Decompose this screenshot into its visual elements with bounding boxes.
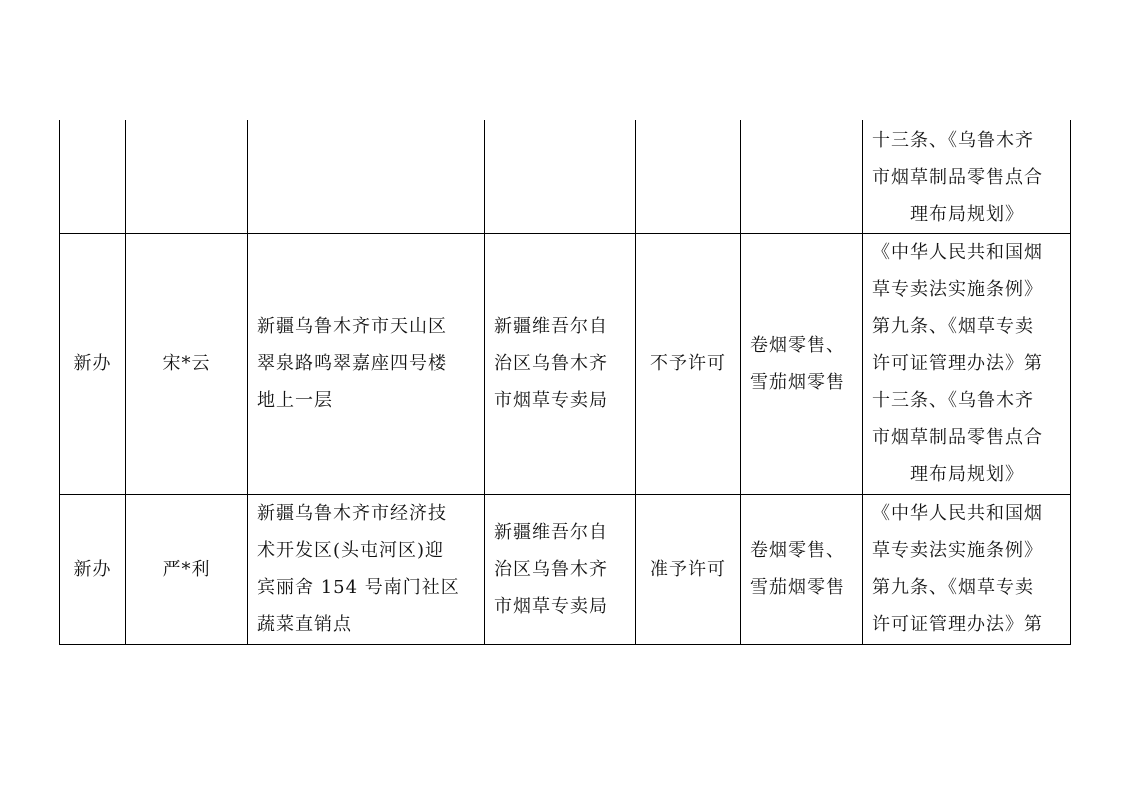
address-line: 新疆乌鲁木齐市经济技 [257,503,447,524]
authority-line: 新疆维吾尔自 [494,521,608,543]
scope-line: 卷烟零售、 [750,540,845,561]
scope-text [741,327,862,401]
type-cell [60,120,126,233]
authority-cell [485,120,636,233]
basis-line: 《中华人民共和国烟 [872,502,1043,524]
basis-line: 市烟草制品零售点合 [872,166,1043,188]
name-cell [126,494,248,644]
name-cell [126,233,248,494]
address-line: 地上一层 [257,390,333,411]
decision-cell [636,233,741,494]
basis-cell [863,494,1071,644]
address-cell [248,120,485,233]
address-cell [248,494,485,644]
address-line: 翠泉路鸣翠嘉座四号楼 [257,353,447,374]
authority-line: 治区乌鲁木齐 [494,353,608,374]
authority-cell [485,233,636,494]
decision-cell [636,120,741,233]
scope-line: 卷烟零售、 [750,334,845,356]
basis-text [863,234,1070,493]
basis-line: 许可证管理办法》第 [872,613,1043,635]
name-text: 宋*云 [162,353,211,374]
scope-text [741,532,862,606]
scope-cell [741,233,863,494]
scope-line: 雪茄烟零售 [750,577,845,598]
authority-text [485,514,635,625]
decision-text: 不予许可 [650,353,726,374]
basis-text [863,122,1070,233]
basis-line: 市烟草制品零售点合 [872,427,1043,448]
basis-line: 草专卖法实施条例》 [872,539,1043,561]
address-line: 新疆乌鲁木齐市天山区 [257,316,447,337]
basis-cell [863,233,1071,494]
table-row [60,120,1071,233]
address-cell [248,233,485,494]
basis-line: 《中华人民共和国烟 [872,242,1043,263]
basis-line: 第九条、《烟草专卖 [872,576,1034,598]
license-decision-table [59,120,1071,645]
address-text [248,495,484,643]
basis-line: 许可证管理办法》第 [872,353,1043,374]
authority-line: 市烟草专卖局 [494,390,608,411]
decision-cell [636,494,741,644]
scope-cell [741,120,863,233]
type-text: 新办 [73,558,112,580]
basis-line: 理布局规划》 [910,464,1024,485]
name-cell [126,120,248,233]
basis-cell [863,120,1071,233]
address-line: 蔬菜直销点 [257,614,352,635]
address-text [248,308,484,419]
basis-line: 草专卖法实施条例》 [872,279,1043,300]
address-line: 宾丽舍 154 号南门社区 [257,577,460,598]
scope-line: 雪茄烟零售 [750,371,845,393]
table-row [60,233,1071,494]
authority-text [485,308,635,419]
authority-line: 市烟草专卖局 [494,595,608,617]
basis-text [863,495,1070,643]
basis-line: 十三条、《乌鲁木齐 [872,390,1034,411]
name-text: 严*利 [162,558,211,580]
address-line: 术开发区(头屯河区)迎 [257,540,445,561]
table-row [60,494,1071,644]
type-cell [60,233,126,494]
basis-line: 理布局规划》 [910,203,1024,225]
type-text: 新办 [73,353,112,374]
basis-line: 第九条、《烟草专卖 [872,316,1034,337]
scope-cell [741,494,863,644]
authority-cell [485,494,636,644]
basis-line: 十三条、《乌鲁木齐 [872,129,1034,151]
type-cell [60,494,126,644]
decision-text: 准予许可 [650,558,726,580]
authority-line: 治区乌鲁木齐 [494,558,608,580]
authority-line: 新疆维吾尔自 [494,316,608,337]
